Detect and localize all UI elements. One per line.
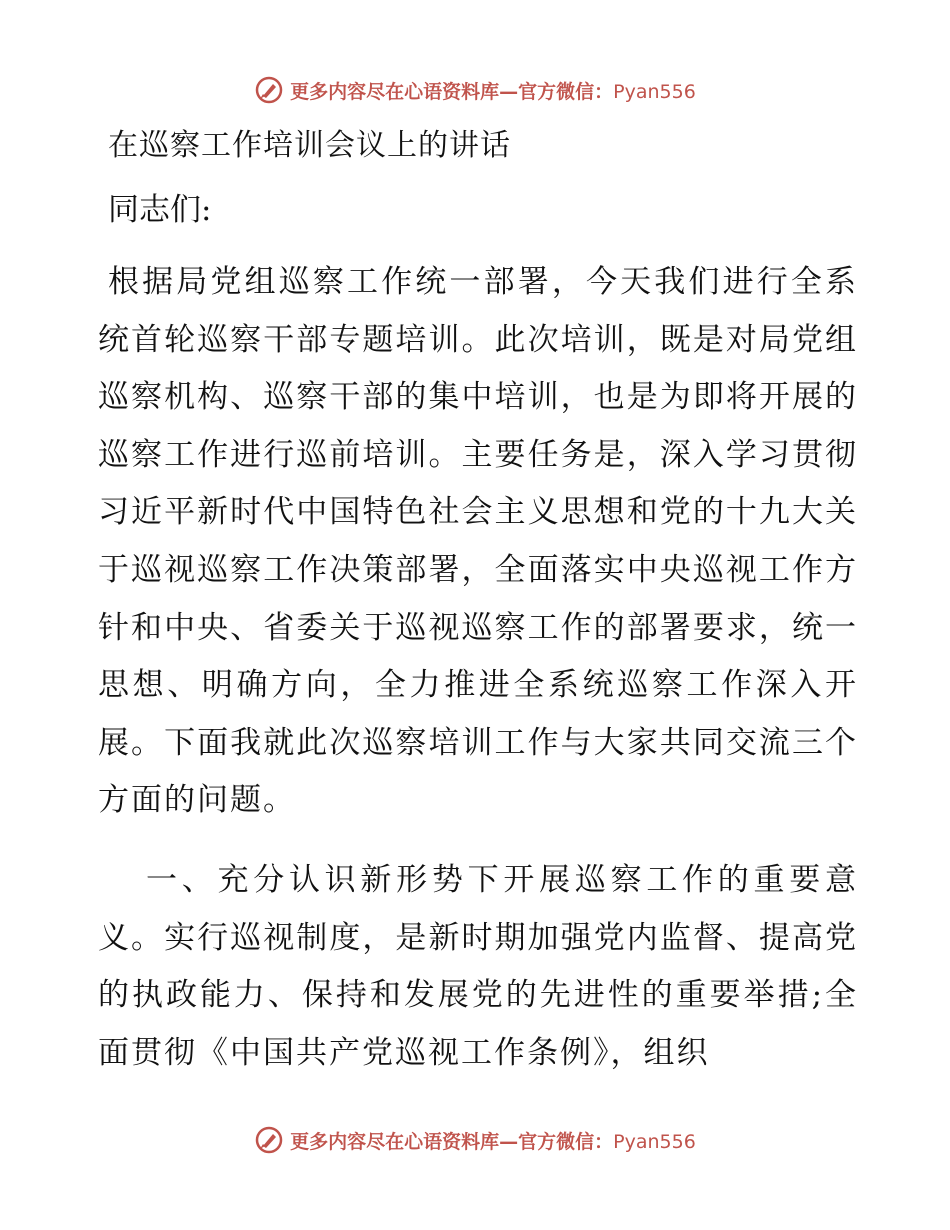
watermark-account: Pyan556 [613,1130,696,1153]
watermark-account: Pyan556 [613,80,696,103]
pen-nib-circle-icon [254,75,284,105]
document-body [98,120,858,1082]
paragraph-2: 一、充分认识新形势下开展巡察工作的重要意义。实行巡视制度，是新时期加强党内监督、提高党的执政能力、保持和发展党的先进性的重要举措;全面贯彻《中国共产党巡视工作条例》，组织 [98,861,858,1071]
watermark-header [0,70,950,110]
pen-nib-circle-icon [254,1125,284,1155]
paragraph-1: 根据局党组巡察工作统一部署，今天我们进行全系统首轮巡察干部专题培训。此次培训，既是对局党组巡察机构、巡察干部的集中培训，也是为即将开展的巡察工作进行巡前培训。主要任务是，深入学习贯彻习近平新时代中国特色社会主义思想和党的十九大关于巡视巡察工作决策部署，全面落实中央巡视工作方针和中央、省委关于巡视巡察工作的部署要求，统一思想、明确方向，全力推进全系统巡察工作深入开展。下面我就此次巡察培训工作与大家共同交流三个方面的问题。 [98,264,858,819]
watermark-footer [0,1120,950,1160]
watermark-text: 更多内容尽在心语资料库—官方微信： [290,80,614,103]
document-title: 在巡察工作培训会议上的讲话 [108,128,511,163]
salutation: 同志们: [108,192,212,228]
watermark-text: 更多内容尽在心语资料库—官方微信： [290,1130,614,1153]
